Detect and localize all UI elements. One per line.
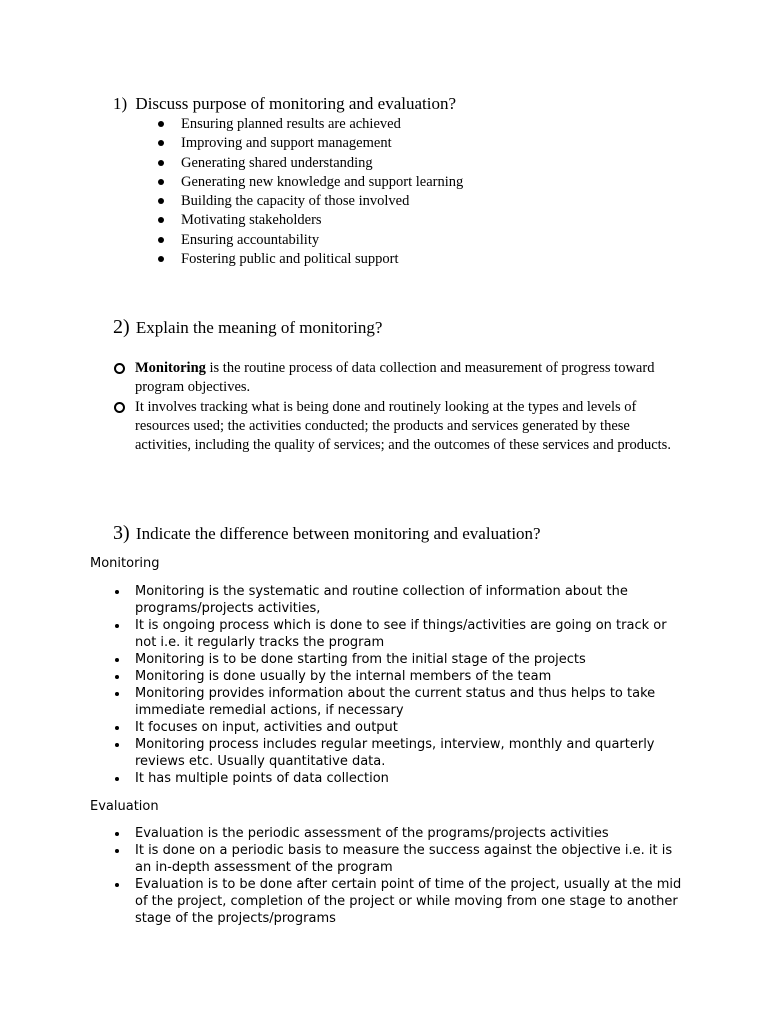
list-item: Monitoring is the systematic and routine collection of information about the programs/projects activities, [113, 583, 683, 617]
section-1-number: 1) [113, 94, 128, 113]
list-item: Evaluation is the periodic assessment of the programs/projects activities [113, 825, 683, 842]
list-item: Improving and support management [157, 134, 463, 153]
list-item: Monitoring is the routine process of data collection and measurement of progress toward program objectives. [113, 359, 683, 398]
section-2-heading [113, 317, 382, 338]
list-item: It focuses on input, activities and output [113, 719, 683, 736]
circle-bullet-icon [114, 363, 125, 374]
section-3-number: 3) [113, 522, 130, 544]
section-2-number: 2) [113, 316, 130, 338]
bullet-icon [115, 624, 119, 628]
section-1-heading [113, 94, 456, 114]
bullet-icon [115, 883, 119, 887]
bullet-icon [115, 832, 119, 836]
section-1-question: Discuss purpose of monitoring and evaluation? [135, 94, 456, 113]
bullet-icon [115, 777, 119, 781]
section-2-bullet-list [113, 359, 683, 455]
circle-bullet-icon [114, 402, 125, 413]
evaluation-subheading: Evaluation [90, 799, 159, 814]
section-3-heading [113, 523, 541, 544]
monitoring-term: Monitoring [135, 360, 206, 376]
list-item: It is done on a periodic basis to measure the success against the objective i.e. it is an in-depth assessment of the program [113, 842, 683, 876]
list-item: Ensuring accountability [157, 231, 463, 250]
monitoring-bullet-list [113, 583, 683, 787]
list-item: Generating new knowledge and support learning [157, 173, 463, 192]
list-item: It involves tracking what is being done and routinely looking at the types and levels of resources used; the activities conducted; the products and services generated by these activities, including the quality of services; and the outcomes of these services and products. [113, 398, 683, 456]
list-item: Fostering public and political support [157, 250, 463, 269]
bullet-icon [115, 743, 119, 747]
bullet-icon [158, 121, 164, 127]
evaluation-bullet-list [113, 825, 683, 927]
list-item: It is ongoing process which is done to see if things/activities are going on track or not i.e. it regularly tracks the program [113, 617, 683, 651]
bullet-icon [115, 658, 119, 662]
section-3-question: Indicate the difference between monitoring and evaluation? [135, 524, 541, 543]
bullet-icon [115, 590, 119, 594]
bullet-icon [158, 256, 164, 262]
list-item: Generating shared understanding [157, 154, 463, 173]
bullet-icon [158, 179, 164, 185]
list-item: Monitoring is done usually by the internal members of the team [113, 668, 683, 685]
bullet-icon [115, 849, 119, 853]
bullet-icon [158, 198, 164, 204]
monitoring-subheading: Monitoring [90, 556, 160, 571]
bullet-icon [115, 726, 119, 730]
list-item: Ensuring planned results are achieved [157, 115, 463, 134]
list-item: It has multiple points of data collection [113, 770, 683, 787]
bullet-icon [115, 675, 119, 679]
bullet-icon [158, 140, 164, 146]
list-item: Evaluation is to be done after certain point of time of the project, usually at the mid of the project, completion of the project or while moving from one stage to another stage of the projects/programs [113, 876, 683, 927]
section-1-bullet-list [157, 115, 463, 269]
bullet-icon [158, 237, 164, 243]
bullet-icon [115, 692, 119, 696]
list-item: Monitoring is to be done starting from the initial stage of the projects [113, 651, 683, 668]
list-item: Monitoring process includes regular meetings, interview, monthly and quarterly reviews etc. Usually quantitative data. [113, 736, 683, 770]
list-item: Monitoring provides information about the current status and thus helps to take immediate remedial actions, if necessary [113, 685, 683, 719]
section-2-question: Explain the meaning of monitoring? [135, 318, 383, 337]
bullet-icon [158, 160, 164, 166]
list-item: Building the capacity of those involved [157, 192, 463, 211]
list-item: Motivating stakeholders [157, 211, 463, 230]
bullet-icon [158, 217, 164, 223]
